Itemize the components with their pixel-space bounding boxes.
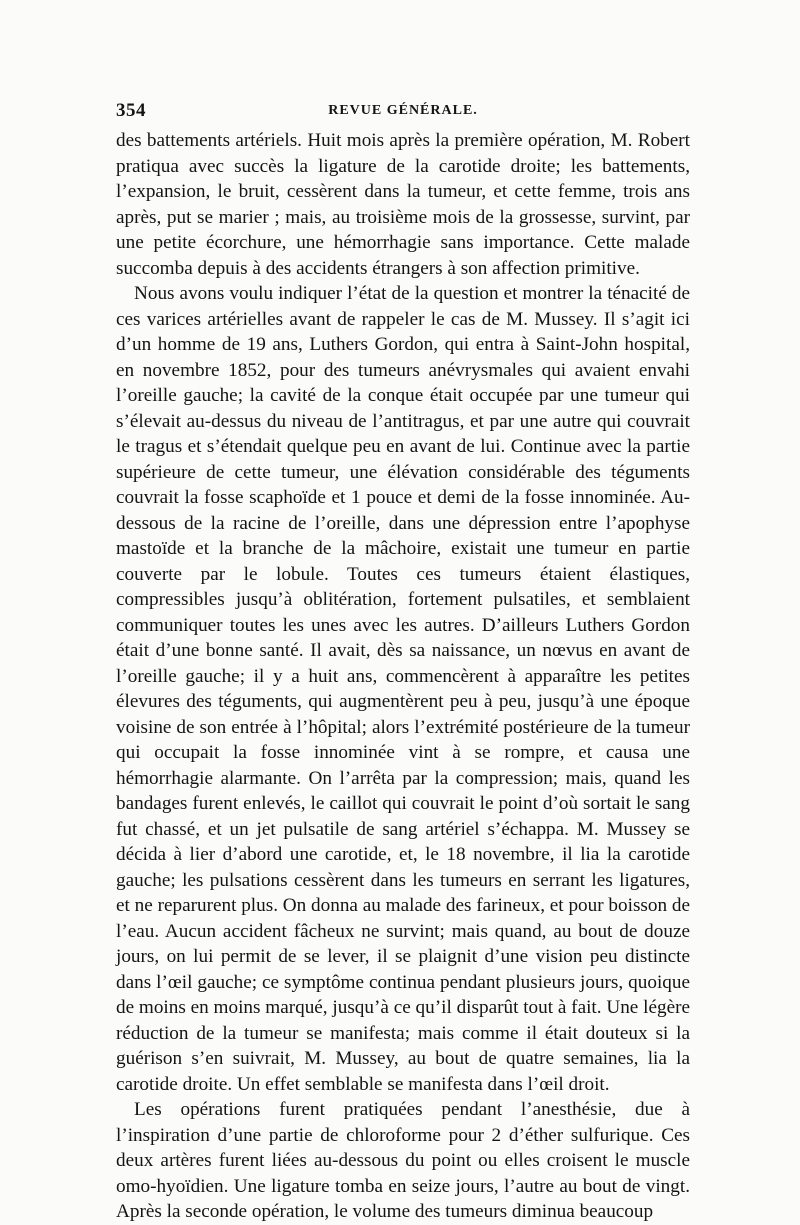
- paragraph-operations: Les opérations furent pratiquées pendant l’anesthésie, due à l’inspiration d’une partie de chloroforme pour 2 d’éther sulfurique. Ces deux artères furent liées au-dessous du point ou elles croisent le muscle omo-hyoïdien. Une ligature tomba en seize jours, l’autre au bout de vingt. Après la seconde opération, le volume des tumeurs diminua beaucoup: [116, 1099, 690, 1222]
- running-title: REVUE GÉNÉRALE.: [328, 103, 478, 118]
- paragraph-continuation: des battements artériels. Huit mois après la première opération, M. Robert pratiqua avec succès la ligature de la carotide droite; les battements, l’expansion, le bruit, cessèrent dans la tumeur, et cette femme, trois ans après, put se marier ; mais, au troisième mois de la grossesse, survint, par une petite écorchure, une hémorrhagie sans importance. Cette malade succomba depuis à des accidents étrangers à son affection primitive.: [116, 130, 690, 279]
- paragraph-mussey-case: Nous avons voulu indiquer l’état de la question et montrer la ténacité de ces varices artérielles avant de rappeler le cas de M. Mussey. Il s’agit ici d’un homme de 19 ans, Luthers Gordon, qui entra à Saint-John hospital, en novembre 1852, pour des tumeurs anévrysmales qui avaient envahi l’oreille gauche; la cavité de la conque était occupée par une tumeur qui s’élevait au-dessus du niveau de l’antitragus, et par une autre qui couvrait le tragus et s’étendait quelque peu en avant de lui. Continue avec la partie supérieure de cette tumeur, une élévation considérable des téguments couvrait la fosse scaphoïde et 1 pouce et demi de la fosse innominée. Au-dessous de la racine de l’oreille, dans une dépression entre l’apophyse mastoïde et la branche de la mâchoire, existait une tumeur en partie couverte par le lobule. Toutes ces tumeurs étaient élastiques, compressibles jusqu’à oblitération, fortement pulsatiles, et semblaient communiquer toutes les unes avec les autres. D’ailleurs Luthers Gordon était d’une bonne santé. Il avait, dès sa naissance, un nœvus en avant de l’oreille gauche; il y a huit ans, commencèrent à apparaître les petites élevures des téguments, qui augmentèrent peu à peu, jusqu’à une époque voisine de son entrée à l’hôpital; alors l’extrémité postérieure de la tumeur qui occupait la fosse innominée vint à se rompre, et causa une hémorrhagie alarmante. On l’arrêta par la compression; mais, quand les bandages furent enlevés, le caillot qui couvrait le point d’où sortait le sang fut chassé, et un jet pulsatile de sang artériel s’échappa. M. Mussey se décida à lier d’abord une carotide, et, le 18 novembre, il lia la carotide gauche; les pulsations cessèrent dans les tumeurs en serrant les ligatures, et ne reparurent plus. On donna au malade des farineux, et pour boisson de l’eau. Aucun accident fâcheux ne survint; mais quand, au bout de douze jours, on lui permit de se lever, il se plaignit d’une vision peu distincte dans l’œil gauche; ce symptôme continua pendant plusieurs jours, quoique de moins en moins marqué, jusqu’à ce qu’il disparût tout à fait. Une légère réduction de la tumeur se manifesta; mais comme il était douteux si la guérison s’en suivrait, M. Mussey, au bout de quatre semaines, lia la carotide droite. Un effet semblable se manifesta dans l’œil droit.: [116, 283, 690, 1095]
- running-head: [116, 100, 690, 126]
- body-text: [116, 128, 690, 1225]
- page-number: 354: [116, 100, 146, 121]
